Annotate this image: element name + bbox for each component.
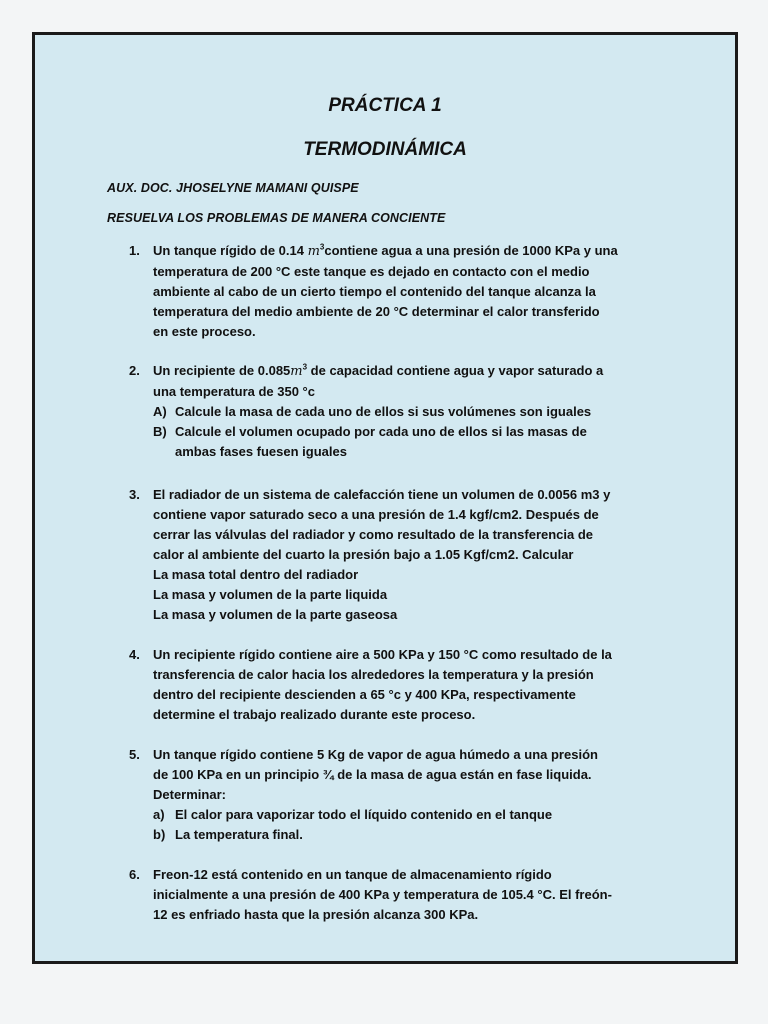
problem-line: Un recipiente de $0.085m^3$ de capacidad contiene agua y vapor saturado a [153, 362, 604, 379]
problem-line: una temperatura de 350 °c [153, 384, 315, 399]
document-page [32, 32, 738, 964]
problem-number: 5. [129, 747, 140, 762]
problem-line: de 100 KPa en un principio ¾ de la masa de agua están en fase liquida. [153, 767, 592, 782]
option-b-continuation: ambas fases fuesen iguales [175, 444, 347, 459]
option-a: a) El calor para vaporizar todo el líquido contenido en el tanque [153, 807, 553, 822]
option-b: B) Calcule el volumen ocupado por cada uno de ellos si las masas de [153, 424, 587, 439]
document-title: PRÁCTICA 1 [328, 95, 442, 116]
problem-line: La masa total dentro del radiador [153, 567, 359, 582]
problem-5 [131, 745, 701, 845]
problem-line: El radiador de un sistema de calefacción tiene un volumen de 0.0056 m3 y [153, 487, 611, 502]
instruction-line: RESUELVA LOS PROBLEMAS DE MANERA CONCIENTE [107, 211, 446, 225]
problem-number: 2. [129, 363, 140, 378]
problem-line: Freon-12 está contenido en un tanque de almacenamiento rígido [153, 867, 552, 882]
problem-line: inicialmente a una presión de 400 KPa y temperatura de 105.4 °C. El freón- [153, 887, 612, 902]
problem-3 [131, 485, 701, 625]
problem-line: temperatura de 200 °C este tanque es dejado en contacto con el medio [153, 264, 590, 279]
unit-symbol: m [290, 364, 303, 379]
problem-6 [131, 865, 701, 925]
problem-line: determine el trabajo realizado durante este proceso. [153, 707, 476, 722]
problem-line: Un recipiente rígido contiene aire a 500 KPa y 150 °C como resultado de la [153, 647, 612, 662]
problem-line: Un tanque rígido de 0.14 $m^3contiene$ agua a una presión de 1000 KPa y una [153, 242, 618, 259]
problem-1 [131, 241, 701, 342]
problem-line: La masa y volumen de la parte liquida [153, 587, 388, 602]
problem-line: ambiente al cabo de un cierto tiempo el contenido del tanque alcanza la [153, 284, 596, 299]
unit-exponent: 3 [302, 362, 308, 372]
problem-line: en este proceso. [153, 324, 256, 339]
unit-symbol: m [307, 244, 320, 259]
problem-number: 1. [129, 243, 140, 258]
problem-line: dentro del recipiente descienden a 65 °c y 400 KPa, respectivamente [153, 687, 576, 702]
problem-line: Determinar: [153, 787, 226, 802]
problem-line: transferencia de calor hacia los alrededores la temperatura y la presión [153, 667, 594, 682]
problem-line: 12 es enfriado hasta que la presión alcanza 300 KPa. [153, 907, 479, 922]
problem-line: calor al ambiente del cuarto la presión bajo a 1.05 Kgf/cm2. Calcular [153, 547, 574, 562]
problem-4 [131, 645, 701, 725]
problem-number: 6. [129, 867, 140, 882]
problem-line: cerrar las válvulas del radiador y como resultado de la transferencia de [153, 527, 594, 542]
problem-line: temperatura del medio ambiente de 20 °C determinar el calor transferido [153, 304, 600, 319]
problem-number: 3. [129, 487, 140, 502]
problem-number: 4. [129, 647, 140, 662]
problem-line: contiene vapor saturado seco a una presión de 1.4 kgf/cm2. Después de [153, 507, 599, 522]
problem-line: Un tanque rígido contiene 5 Kg de vapor de agua húmedo a una presión [153, 747, 598, 762]
author-line: AUX. DOC. JHOSELYNE MAMANI QUISPE [107, 181, 359, 195]
option-a: A) Calcule la masa de cada uno de ellos si sus volúmenes son iguales [153, 404, 592, 419]
problem-2 [131, 361, 701, 462]
unit-exponent: 3 [319, 242, 325, 252]
problem-line: La masa y volumen de la parte gaseosa [153, 607, 398, 622]
document-subject: TERMODINÁMICA [303, 139, 467, 160]
option-b: b) La temperatura final. [153, 827, 303, 842]
